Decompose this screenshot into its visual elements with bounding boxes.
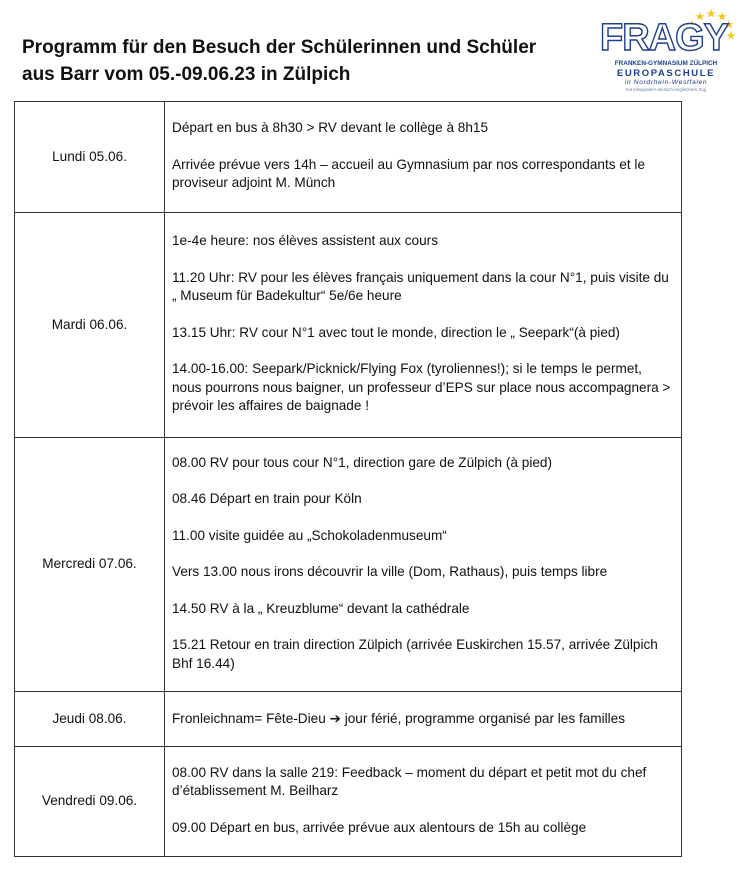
- activity-item: Arrivée prévue vers 14h – accueil au Gymnasium par nos correspondants et le proviseur adjoint M. Münch: [172, 156, 646, 191]
- logo-school-name: FRANKEN-GYMNASIUM ZÜLPICH: [614, 60, 718, 67]
- activities-cell: [165, 438, 682, 692]
- table-row: [15, 438, 682, 692]
- logo-region: in Nordrhein-Westfalen: [624, 79, 708, 86]
- table-row: [15, 692, 682, 747]
- activity-item: 08.00 RV dans la salle 219: Feedback – moment du départ et petit mot du chef d’établissement M. Beilharz: [172, 764, 647, 799]
- activity-item: 08.00 RV pour tous cour N°1, direction gare de Zülpich (à pied): [172, 454, 552, 470]
- logo-wordmark: FRAGY: [600, 17, 728, 59]
- activity-item: Départ en bus à 8h30 > RV devant le collège à 8h15: [172, 120, 489, 136]
- activity-item: 11.20 Uhr: RV pour les élèves français uniquement dans la cour N°1, puis visite du „ Museum für Badekultur“ 5e/6e heure: [172, 269, 669, 304]
- activity-item: 14.00-16.00: Seepark/Picknick/Flying Fox (tyroliennes!); si le temps le permet, nous pourrons nous baigner, un professeur d’EPS sur place nous accompagnera > prévoir les affaires de baignade !: [172, 361, 671, 414]
- logo-tagline: mit bilingualem deutsch-englischem Zug: [625, 87, 707, 92]
- logo-europaschule: EUROPASCHULE: [616, 68, 716, 79]
- activities-cell: [165, 692, 682, 747]
- school-logo: [598, 8, 736, 92]
- activity-item: 15.21 Retour en train direction Zülpich (arrivée Euskirchen 15.57, arrivée Zülpich Bhf 16.44): [172, 637, 658, 671]
- activities-cell: [165, 102, 682, 213]
- activity-item: 11.00 visite guidée au „Schokoladenmuseum“: [172, 527, 447, 543]
- activities-cell: [165, 747, 682, 857]
- page-title-line-1: Programm für den Besuch der Schülerinnen und Schüler: [22, 37, 537, 58]
- activity-item: 1e-4e heure: nos élèves assistent aux cours: [172, 233, 438, 249]
- page-title-line-2: aus Barr vom 05.-09.06.23 in Zülpich: [22, 64, 351, 85]
- page-title: [22, 34, 582, 88]
- schedule-table: [14, 101, 682, 857]
- activities-cell: [165, 213, 682, 438]
- day-cell: Jeudi 08.06.: [15, 692, 165, 747]
- day-cell: Vendredi 09.06.: [15, 747, 165, 857]
- table-row: [15, 747, 682, 857]
- activity-text: Fronleichnam= Fête-Dieu: [172, 710, 326, 726]
- activity-text: jour férié, programme organisé par les familles: [344, 710, 626, 726]
- table-row: [15, 102, 682, 213]
- activity-item: 08.46 Départ en train pour Köln: [172, 491, 362, 507]
- activity-item: 09.00 Départ en bus, arrivée prévue aux alentours de 15h au collège: [172, 819, 587, 835]
- activity-item: Vers 13.00 nous irons découvrir la ville (Dom, Rathaus), puis temps libre: [172, 564, 608, 580]
- activity-item: 14.50 RV à la „ Kreuzblume“ devant la cathédrale: [172, 600, 470, 616]
- activity-item: 13.15 Uhr: RV cour N°1 avec tout le monde, direction le „ Seepark“(à pied): [172, 324, 620, 340]
- activity-item: [172, 710, 675, 729]
- day-cell: Mardi 06.06.: [15, 213, 165, 438]
- arrow-right-icon: ➔: [329, 710, 341, 726]
- table-row: [15, 213, 682, 438]
- day-cell: Lundi 05.06.: [15, 102, 165, 213]
- day-cell: Mercredi 07.06.: [15, 438, 165, 692]
